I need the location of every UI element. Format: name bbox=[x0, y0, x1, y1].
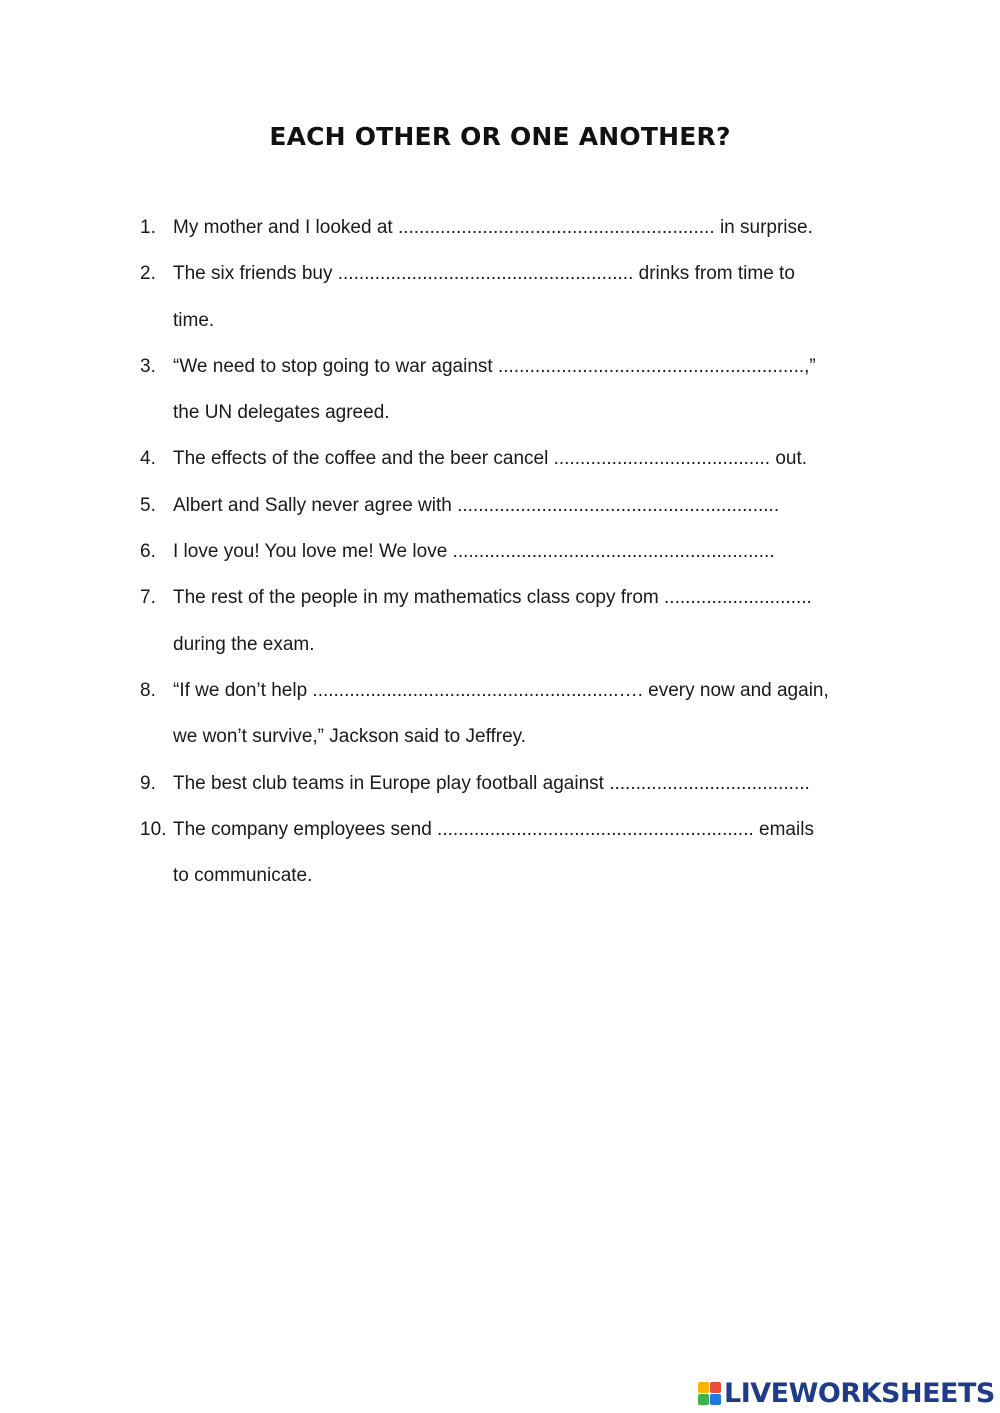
logo-block bbox=[698, 1394, 709, 1405]
page-title: EACH OTHER OR ONE ANOTHER? bbox=[269, 122, 731, 151]
item-number: 6. bbox=[140, 541, 156, 563]
item-sentence: “We need to stop going to war against ..........................................................,” the UN delegates agreed. bbox=[173, 355, 816, 424]
exercise-item-10 bbox=[140, 807, 860, 900]
item-sentence: “If we don’t help ..........................................................…. every now and again, we won’t survive,” Jackson said to Jeffrey. bbox=[173, 679, 829, 748]
item-number: 7. bbox=[140, 587, 156, 609]
item-sentence: Albert and Sally never agree with ............................................................. bbox=[173, 494, 780, 516]
exercise-list bbox=[140, 205, 860, 899]
logo-text: LIVEWORKSHEETS bbox=[724, 1377, 995, 1409]
logo-blocks-icon bbox=[698, 1382, 721, 1405]
item-number: 3. bbox=[140, 355, 156, 377]
liveworksheets-logo bbox=[698, 1378, 995, 1408]
exercise-item-4 bbox=[140, 436, 860, 482]
exercise-item-2 bbox=[140, 251, 860, 344]
item-sentence: The rest of the people in my mathematics class copy from ............................ during the exam. bbox=[173, 587, 812, 655]
item-number: 9. bbox=[140, 772, 156, 794]
logo-block bbox=[710, 1382, 721, 1393]
logo-block bbox=[698, 1382, 709, 1393]
item-number: 10. bbox=[140, 818, 167, 840]
exercise-item-3 bbox=[140, 344, 860, 437]
item-number: 4. bbox=[140, 448, 156, 470]
item-sentence: My mother and I looked at ............................................................ in surprise. bbox=[173, 217, 813, 238]
exercise-item-7 bbox=[140, 575, 860, 668]
exercise-item-5 bbox=[140, 483, 860, 529]
logo-block bbox=[710, 1394, 721, 1405]
item-number: 2. bbox=[140, 263, 156, 285]
item-sentence: The effects of the coffee and the beer cancel ......................................... out. bbox=[173, 448, 808, 470]
item-sentence: I love you! You love me! We love ............................................................. bbox=[173, 541, 775, 563]
item-number: 8. bbox=[140, 679, 156, 701]
exercise-item-8 bbox=[140, 668, 860, 761]
item-sentence: The best club teams in Europe play football against ...................................... bbox=[173, 772, 810, 794]
exercise-item-1 bbox=[140, 205, 860, 251]
item-number: 1. bbox=[140, 217, 156, 238]
item-sentence: The six friends buy ........................................................ drinks from time to time. bbox=[173, 263, 795, 331]
exercise-item-9 bbox=[140, 761, 860, 807]
item-sentence: The company employees send ............................................................ emails to communicate. bbox=[173, 818, 814, 887]
item-number: 5. bbox=[140, 494, 156, 516]
exercise-item-6 bbox=[140, 529, 860, 575]
